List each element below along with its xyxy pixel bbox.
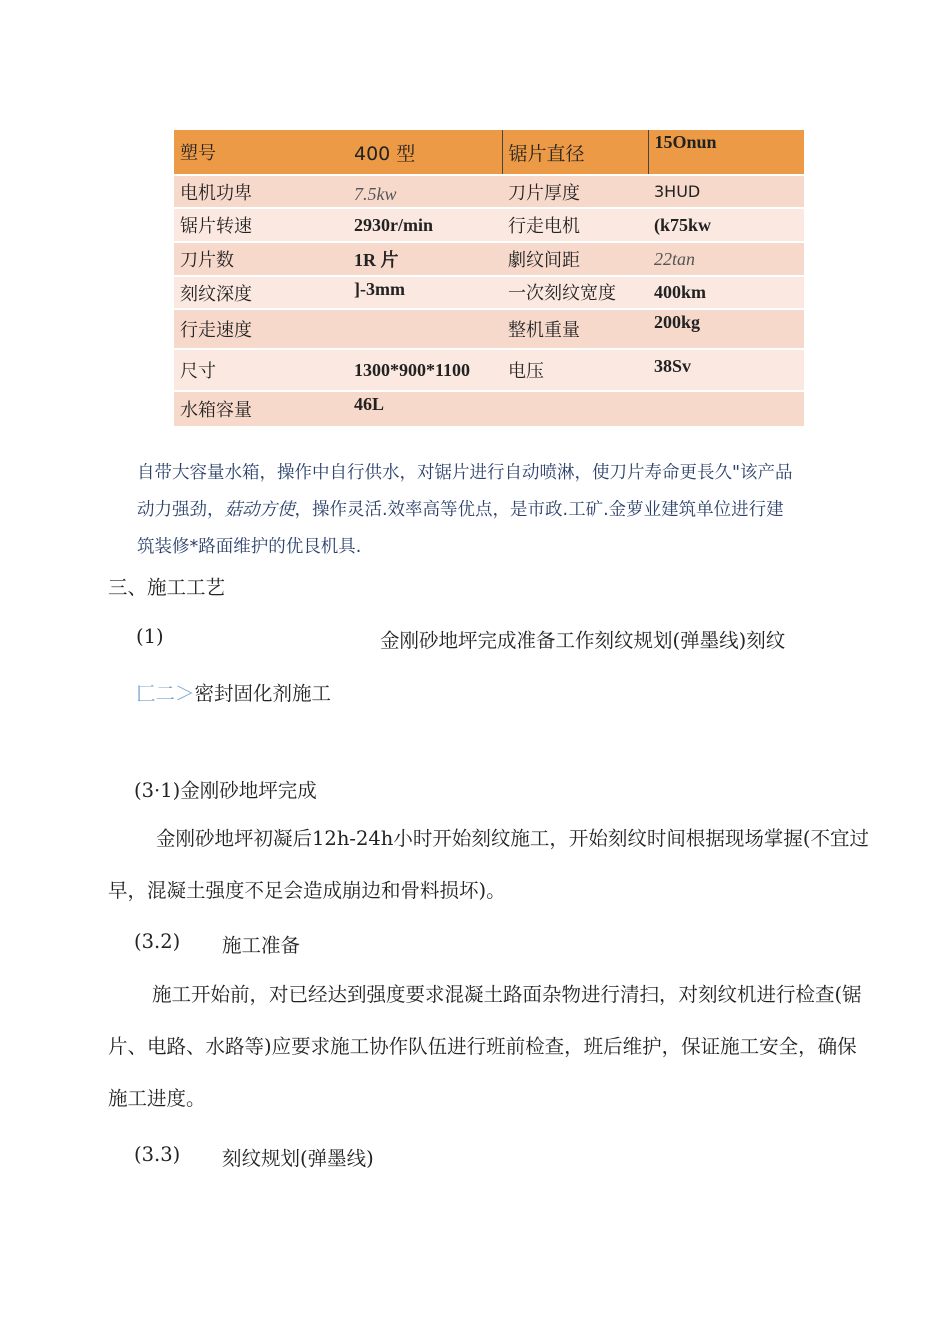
spec-label: 行走电机: [502, 208, 648, 242]
spec-label: 刻纹深度: [174, 276, 348, 309]
spec-label: 刀片厚度: [502, 175, 648, 208]
description-line: [137, 492, 867, 529]
spec-value: 400 型: [348, 130, 502, 175]
spec-value: [648, 391, 804, 427]
spec-label: 水箱容量: [174, 391, 348, 427]
flow-step-number: (1): [136, 625, 164, 648]
description-line: 自带大容量水箱，操作中自行供水，对锯片进行自动喷淋，使刀片寿命更長久"该产品: [137, 463, 793, 483]
description-text: 动力强劲，: [137, 500, 225, 520]
spec-value: 46L: [348, 391, 502, 427]
description-text: ，操作灵活.效率高等优点，是市政.工矿.金萝业建筑单位进行建: [294, 500, 784, 520]
flow-step-final: 密封固化剂施工: [194, 682, 332, 705]
spec-label: 整机重量: [502, 309, 648, 349]
spec-value: 3HUD: [648, 175, 804, 208]
step-title-3-2: 施工准备: [222, 934, 301, 957]
step-body-3-1: 金刚砂地坪初凝后12h-24h小时开始刻纹施工，开始刻纹时间根据现场掌握(不宜过早，混凝土强度不足会造成崩边和骨料损坏)。: [108, 827, 869, 902]
spec-label: 锯片转速: [174, 208, 348, 242]
spec-label: 劇纹间距: [502, 242, 648, 276]
spec-value: 1R 片: [348, 242, 502, 276]
spec-value: 22tan: [648, 242, 804, 276]
spec-label: 塑号: [174, 130, 348, 175]
flow-steps: 金刚砂地坪完成准备工作刻纹规划(弹墨线)刻纹: [380, 629, 786, 652]
step-title-3-3: 刻纹规划(弹墨线): [222, 1147, 374, 1170]
table-row: [174, 242, 804, 276]
table-row: [174, 175, 804, 208]
spec-value: 200kg: [648, 309, 804, 349]
spec-value: 7.5kw: [348, 175, 502, 208]
spec-value: 2930r/min: [348, 208, 502, 242]
spec-label: [502, 391, 648, 427]
table-row: [174, 276, 804, 309]
table-row: [174, 309, 804, 349]
spec-value: 15Onun: [648, 130, 804, 175]
step-body-3-2: 施工开始前，对已经达到强度要求混凝土路面杂物进行清扫，对刻纹机进行检查(锯片、电路、水路等)应要求施工协作队伍进行班前检查，班后维护，保证施工安全，确保施工进度。: [108, 983, 862, 1110]
table-row: [174, 391, 804, 427]
flow-arrow: 匚二＞: [136, 682, 195, 705]
spec-value: 1300*900*1100: [348, 349, 502, 391]
flow-steps-continued: [136, 678, 331, 706]
step-number-3-2: (3.2): [134, 930, 181, 953]
spec-table: [174, 130, 804, 428]
spec-label: 刀片数: [174, 242, 348, 276]
description-line: 筑装修*路面维护的优艮机具.: [137, 537, 362, 557]
spec-label: 尺寸: [174, 349, 348, 391]
product-description: [137, 455, 867, 566]
table-row: [174, 349, 804, 391]
spec-label: 电机功卑: [174, 175, 348, 208]
step-heading-3-1: (3·1)金刚砂地坪完成: [134, 779, 317, 802]
spec-value: 38Sv: [648, 349, 804, 391]
spec-value: [348, 309, 502, 349]
step-number-3-3: (3.3): [134, 1143, 181, 1166]
section-heading: 三、施工工艺: [108, 576, 226, 599]
spec-value: (k75kw: [648, 208, 804, 242]
spec-value: ]-3mm: [348, 276, 502, 309]
spec-value: 400km: [648, 276, 804, 309]
spec-label: 电压: [502, 349, 648, 391]
spec-label: 锯片直径: [502, 130, 648, 175]
table-row: [174, 208, 804, 242]
description-text-italic: 菇动方使: [224, 500, 295, 520]
spec-label: 一次刻纹宽度: [502, 276, 648, 309]
spec-label: 行走速度: [174, 309, 348, 349]
table-row: [174, 130, 804, 175]
